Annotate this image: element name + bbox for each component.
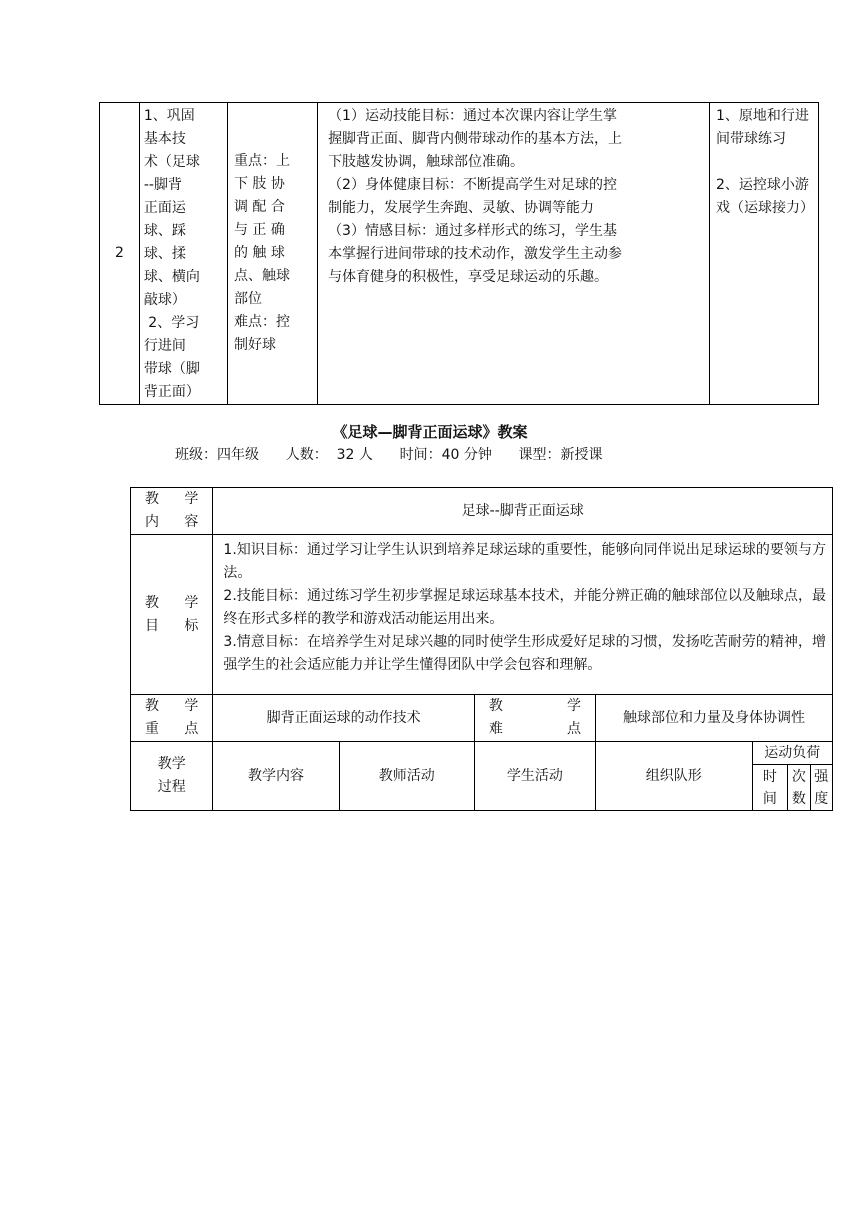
- student-activity-header: 学生活动: [474, 742, 595, 811]
- class-label: 班级：四年级: [175, 447, 259, 463]
- keypoint-line: 点、触球: [233, 268, 290, 284]
- method-line: 间带球练习: [716, 131, 786, 147]
- goal-line: （1）运动技能目标：通过本次课内容让学生掌: [328, 108, 617, 124]
- keypoint-value: 脚背正面运球的动作技术: [213, 695, 474, 742]
- lesson-number: 2: [100, 103, 140, 405]
- content-line: 带球（脚: [143, 361, 200, 377]
- lesson-plan-title: 《足球—脚背正面运球》教案: [332, 423, 528, 441]
- formation-header: 组织队形: [595, 742, 752, 811]
- content-line: 行进间: [143, 338, 186, 354]
- keypoint-line: 难点：控: [233, 314, 290, 330]
- content-line: 球、揉: [143, 246, 186, 262]
- content-line: 术（足球: [143, 154, 200, 170]
- goal-line: 本掌握行进间带球的技术动作，激发学生主动参: [328, 246, 623, 262]
- keypoint-line: 部位: [233, 291, 262, 307]
- keypoint-line: 调 配 合: [233, 199, 285, 215]
- previous-lesson-table: [99, 102, 819, 405]
- type-label: 课型：新授课: [518, 447, 603, 463]
- process-header: 教学 过程: [131, 742, 213, 811]
- intensity-header: 强 度: [810, 765, 832, 811]
- method-line: 戏（运球接力）: [716, 200, 814, 216]
- content-value: 足球--脚背正面运球: [213, 488, 833, 535]
- goal-line: 下肢越发协调，触球部位准确。: [328, 154, 525, 170]
- time-label: 时间：40 分钟: [399, 447, 492, 463]
- time-header: 时 间: [752, 765, 788, 811]
- goal-line: 握脚背正面、脚背内侧带球动作的基本方法，上: [328, 131, 623, 147]
- keypoint-line: 重点：上: [233, 153, 290, 169]
- difficulty-label: 教 学 难 点: [474, 695, 595, 742]
- goal-knowledge: 1.知识目标：通过学习让学生认识到培养足球运球的重要性，能够向同伴说出足球运球的要领与方法。: [223, 542, 826, 581]
- goals-value: [213, 535, 833, 695]
- difficulty-value: 触球部位和力量及身体协调性: [595, 695, 832, 742]
- content-line: 球、横向: [143, 269, 200, 285]
- load-header: 运动负荷: [752, 742, 832, 765]
- content-label: 教 学 内 容: [131, 488, 213, 535]
- goal-line: （3）情感目标：通过多样形式的练习，学生基: [328, 223, 617, 239]
- lesson-content-cell: [139, 103, 227, 405]
- keypoint-line: 与 正 确: [233, 222, 285, 238]
- goal-line: 与体育健身的积极性，享受足球运动的乐趣。: [328, 269, 609, 285]
- lesson-plan-table: [130, 487, 833, 811]
- content-line: 球、踩: [143, 223, 186, 239]
- method-line: [716, 151, 814, 174]
- goals-label: 教 学 目 标: [131, 535, 213, 695]
- content-line: 1、巩固: [143, 108, 195, 124]
- keypoint-line: 制好球: [233, 337, 276, 353]
- count-value: 32 人: [336, 447, 373, 463]
- content-line: 基本技: [143, 131, 186, 147]
- goal-line: （2）身体健康目标：不断提高学生对足球的控: [328, 177, 617, 193]
- content-line: 背正面）: [143, 384, 200, 400]
- lesson-meta: [175, 444, 603, 464]
- method-line: 2、运控球小游: [716, 177, 809, 193]
- keypoint-line: 的 触 球: [233, 245, 285, 261]
- methods-cell: [710, 103, 819, 405]
- method-line: 1、原地和行进: [716, 108, 809, 124]
- content-line: --脚背: [143, 177, 182, 193]
- goal-affective: 3.情意目标：在培养学生对足球兴趣的同时使学生形成爱好足球的习惯，发扬吃苦耐劳的精神，增强学生的社会适应能力并让学生懂得团队中学会包容和理解。: [223, 634, 826, 673]
- content-line: 敲球）: [143, 292, 186, 308]
- content-line: 2、学习: [143, 315, 200, 331]
- goal-skill: 2.技能目标：通过练习学生初步掌握足球运球基本技术，并能分辨正确的触球部位以及触球点，最终在形式多样的教学和游戏活动能运用出来。: [223, 588, 826, 627]
- goals-cell: [318, 103, 710, 405]
- keypoint-line: 下 肢 协: [233, 176, 285, 192]
- teacher-activity-header: 教师活动: [339, 742, 474, 811]
- keypoint-label: 教 学 重 点: [131, 695, 213, 742]
- times-header: 次 数: [788, 765, 810, 811]
- content-line: 正面运: [143, 200, 186, 216]
- content-header: 教学内容: [213, 742, 339, 811]
- count-label: 人数：: [285, 447, 328, 463]
- goal-line: 制能力，发展学生奔跑、灵敏、协调等能力: [328, 200, 595, 216]
- keypoints-cell: [227, 103, 317, 405]
